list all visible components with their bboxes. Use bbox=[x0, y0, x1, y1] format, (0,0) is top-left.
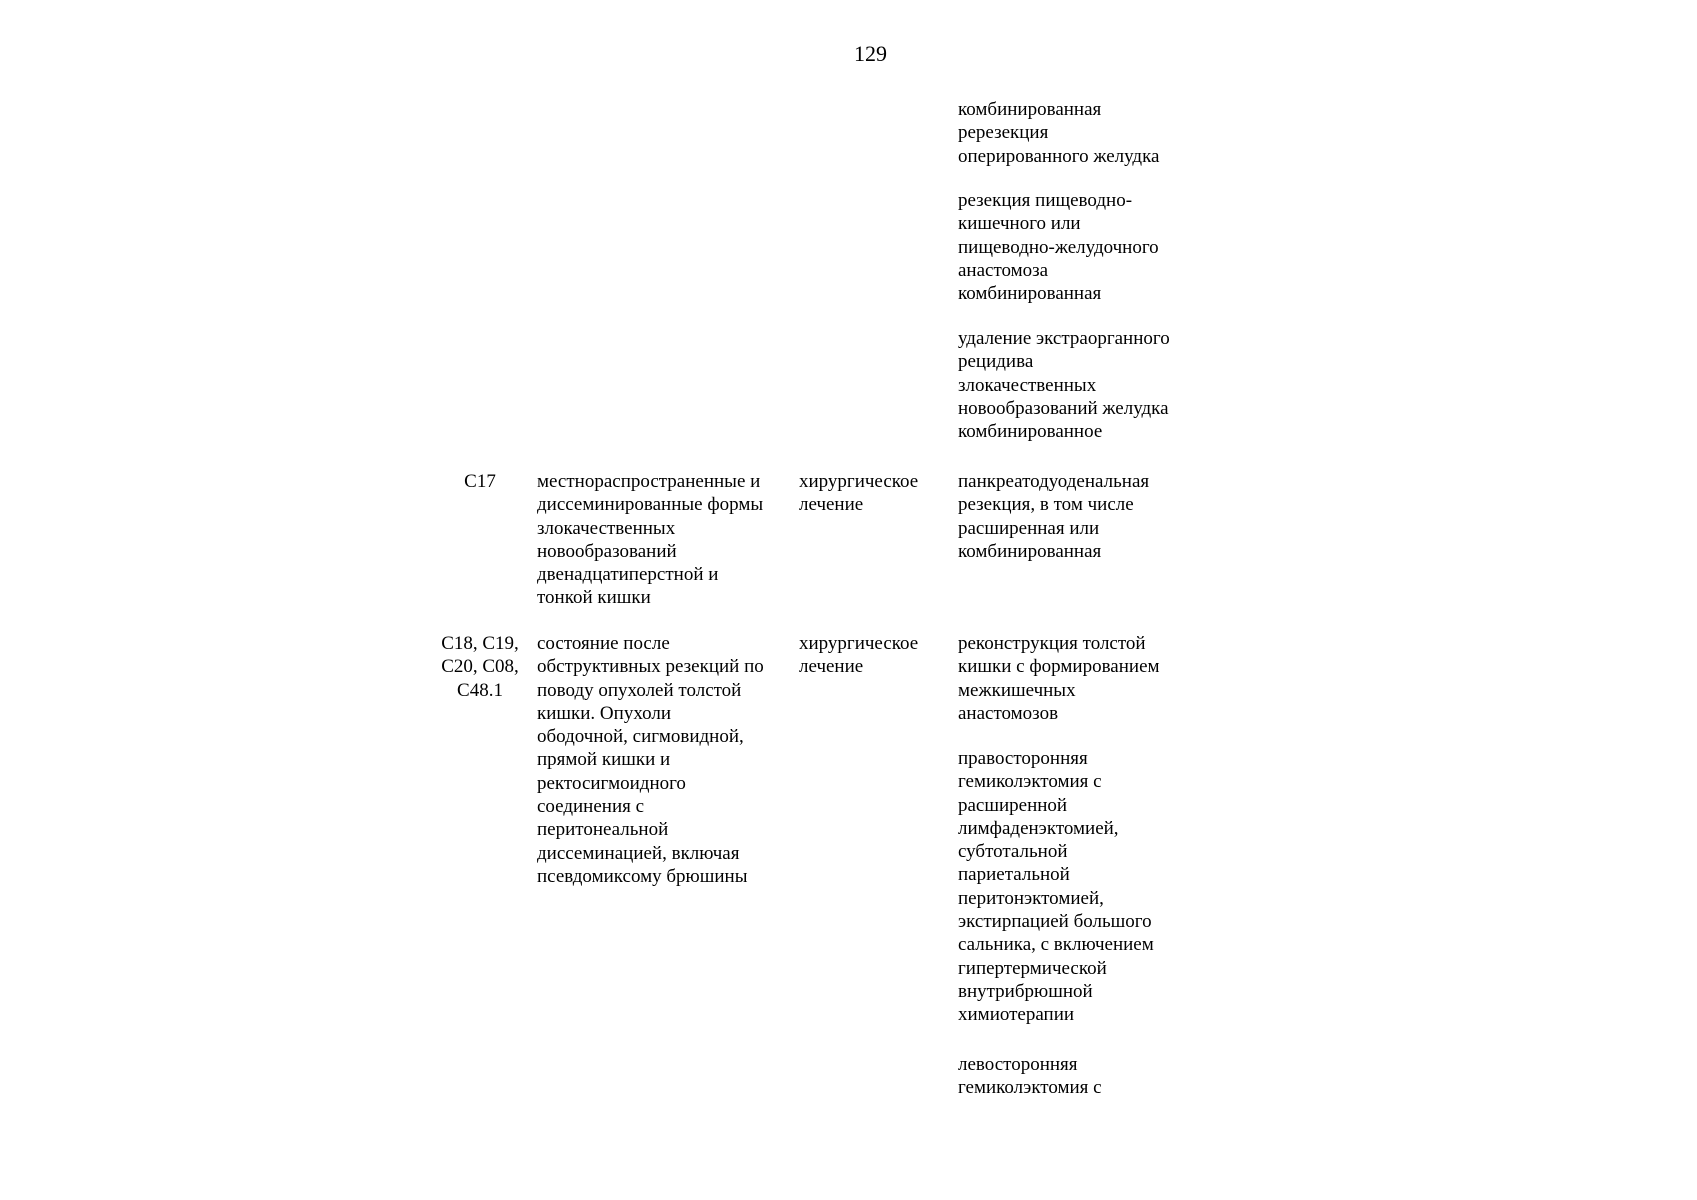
diagnosis-code: C18, C19, C20, C08, C48.1 bbox=[441, 633, 519, 701]
treatment-type: хирургическое лечение bbox=[799, 633, 919, 678]
page-number: 129 bbox=[854, 41, 887, 66]
diagnosis-code: C17 bbox=[464, 471, 496, 492]
method-text: удаление экстраорганного рецидива злокачественных новообразований желудка комбинированное bbox=[958, 328, 1170, 443]
diagnosis-description: состояние после обструктивных резекций по поводу опухолей толстой кишки. Опухоли ободочной, сигмовидной, прямой кишки и ректосигмоидного соединения с перитонеальной диссеминацией, включая псевдомиксому брюшины bbox=[537, 633, 764, 887]
treatment-type: хирургическое лечение bbox=[799, 471, 919, 516]
method-text: левосторонняя гемиколэктомия с bbox=[958, 1054, 1102, 1099]
diagnosis-description: местнораспространенные и диссеминированные формы злокачественных новообразований двенадцатиперстной и тонкой кишки bbox=[537, 471, 764, 609]
method-text: комбинированная ререзекция оперированного желудка bbox=[958, 99, 1160, 167]
method-text: резекция пищеводно- кишечного или пищеводно-желудочного анастомоза комбинированная bbox=[958, 190, 1159, 305]
method-text: правосторонняя гемиколэктомия с расширенной лимфаденэктомией, субтотальной париетальной перитонэктомией, экстирпацией большого сальника, с включением гипертермической внутрибрюшной химиотерапии bbox=[958, 748, 1154, 1026]
method-text: реконструкция толстой кишки с формированием межкишечных анастомозов bbox=[958, 633, 1160, 724]
method-text: панкреатодуоденальная резекция, в том числе расширенная или комбинированная bbox=[958, 471, 1150, 562]
